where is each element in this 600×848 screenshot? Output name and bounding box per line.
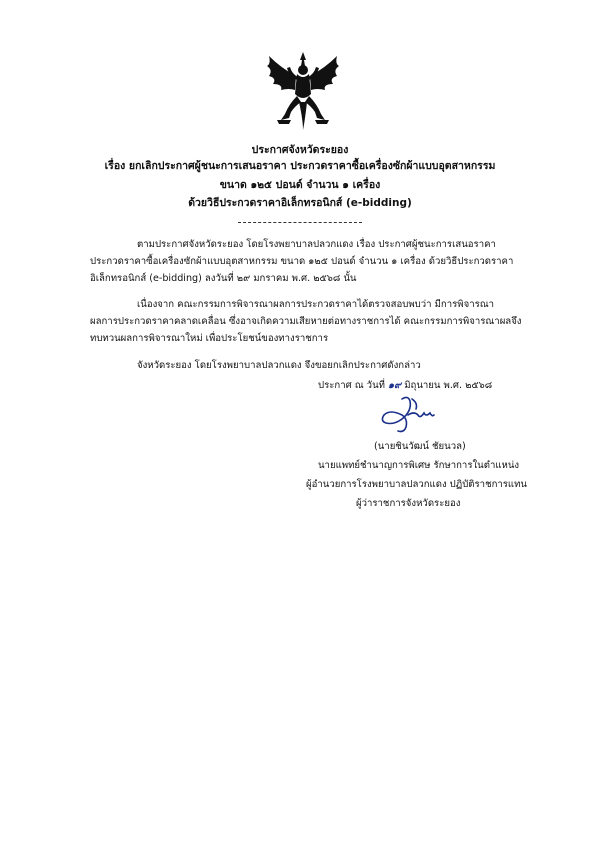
paragraph-2-line-3: ทบทวนผลการพิจารณาใหม่ เพื่อประโยชน์ของทางราชการ <box>90 333 329 344</box>
garuda-emblem <box>263 50 343 132</box>
header-line-1: ประกาศจังหวัดระยอง <box>251 144 349 156</box>
paragraph-2-line-2: ผลการประกวดราคาคลาดเคลื่อน ซึ่งอาจเกิดความเสียหายต่อทางราชการได้ คณะกรรมการพิจารณาผลจึง <box>90 316 522 327</box>
announce-prefix: ประกาศ ณ วันที่ <box>318 380 385 391</box>
header-line-2: เรื่อง ยกเลิกประกาศผู้ชนะการเสนอราคา ประกวดราคาซื้อเครื่องซักผ้าแบบอุตสาหกรรม <box>104 160 496 172</box>
paragraph-3-line-1: จังหวัดระยอง โดยโรงพยาบาลปลวกแดง จึงขอยกเลิกประกาศดังกล่าว <box>137 360 421 371</box>
signatory-position-2: ผู้อำนวยการโรงพยาบาลปลวกแดง ปฏิบัติราชการแทน <box>306 479 527 490</box>
header-line-3: ขนาด ๑๒๕ ปอนด์ จำนวน ๑ เครื่อง <box>219 179 381 191</box>
paragraph-1-line-3: อิเล็กทรอนิกส์ (e-bidding) ลงวันที่ ๒๙ มกราคม พ.ศ. ๒๕๖๘ นั้น <box>90 273 357 284</box>
handwritten-signature <box>372 393 442 435</box>
announce-suffix: มิถุนายน พ.ศ. ๒๕๖๘ <box>404 380 493 391</box>
signatory-position-3: ผู้ว่าราชการจังหวัดระยอง <box>356 498 461 509</box>
announce-date <box>318 378 492 393</box>
announce-day: ๑๙ <box>388 380 402 391</box>
header-divider <box>238 222 362 223</box>
paragraph-2-line-1: เนื่องจาก คณะกรรมการพิจารณาผลการประกวดราคาได้ตรวจสอบพบว่า มีการพิจารณา <box>137 299 495 310</box>
header-line-4: ด้วยวิธีประกวดราคาอิเล็กทรอนิกส์ (e-bidding) <box>188 197 412 209</box>
paragraph-1-line-1: ตามประกาศจังหวัดระยอง โดยโรงพยาบาลปลวกแดง เรื่อง ประกาศผู้ชนะการเสนอราคา <box>137 239 496 250</box>
signatory-name: (นายชินวัฒน์ ชัยนวล) <box>374 441 466 452</box>
signatory-position-1: นายแพทย์ชำนาญการพิเศษ รักษาการในตำแหน่ง <box>318 460 520 471</box>
paragraph-1-line-2: ประกวดราคาซื้อเครื่องซักผ้าแบบอุตสาหกรรม ขนาด ๑๒๕ ปอนด์ จำนวน ๑ เครื่อง ด้วยวิธีประกวดราคา <box>90 256 514 267</box>
